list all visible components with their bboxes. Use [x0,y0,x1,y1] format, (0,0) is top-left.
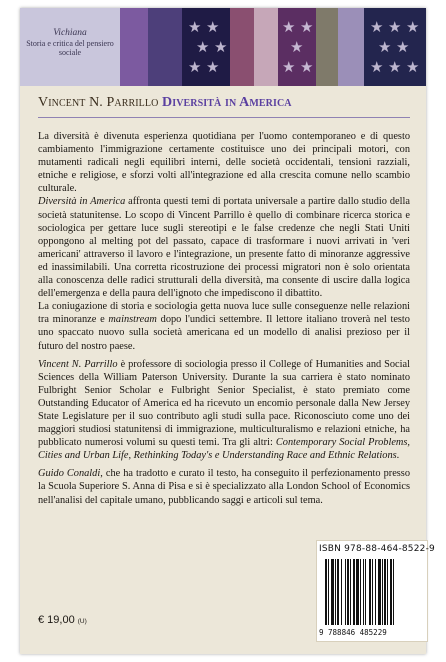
paragraph-conclusion-text-b: dopo l'undici settembre. Il lettore italiano troverà nel testo uno spaccato nuovo sulla società americana ed un modello di analisi prezioso per il futuro del nostro paese. [38,314,410,352]
paragraph-intro: La diversità è divenuta esperienza quotidiana per l'uomo contemporaneo e di questo cambiamento l'immigrazione certamente costituisce uno dei principali motori, con mutamenti radicali negli equilibri interni, delle società occidentali, tensioni razziali, etniche e religiose, e sforzi volti all'integrazione ed alla crescita comune nello scambio culturale. [38,131,410,195]
barcode-bar [378,559,381,625]
barcode-bar [375,559,376,625]
barcode-bar [390,559,392,625]
barcode-bar [382,559,383,625]
svg-text:★: ★ [300,18,314,36]
book-header [38,95,418,111]
svg-text:★: ★ [396,38,410,56]
barcode-bar [363,559,364,625]
bio-books: Contemporary Social Problems, Cities and Urban Life, Rethinking Today's e Understanding Race and Ethnic Relations [38,437,410,462]
barcode-bar [337,559,339,625]
svg-text:★: ★ [406,18,420,36]
header-divider [38,117,410,118]
svg-text:★: ★ [370,58,384,76]
barcode-bar [328,559,329,625]
barcode-bar [356,559,359,625]
svg-text:★: ★ [188,18,202,36]
paragraph-scope [38,195,410,300]
paragraph-author-bio [38,358,410,463]
barcode-bar [360,559,361,625]
price [38,614,87,626]
barcode-bar [393,559,394,625]
paragraph-conclusion-text-a: La coniugazione di storia e sociologia getta nuova luce sulle conseguenze nelle relazioni tra minoranze e [38,301,410,326]
author-name: Vincent N. Parrillo [38,95,159,110]
inline-title: Diversità in America [38,196,126,208]
series-name: Vichiana [53,28,87,38]
bio-text: è professore di sociologia presso il College of Humanities and Social Sciences della William Paterson University. Durante la sua carriera è stato nominato Fulbright Senior Scholar e Fulbright Senior Specialist, è stato premiato come Outstanding Educator of America ed ha ricevuto un encomio personale dalla New Jersey State Legislature per il suo contributo agli studi sulla pace. Riconosciuto come uno dei maggiori studiosi statunitensi di immigrazione, multiculturalismo e relazioni etniche, ha pubblicato numerosi volumi su questi temi. Tra gli altri: [38,358,410,449]
paragraph-translator [38,467,410,506]
barcode-bar [365,559,366,625]
svg-text:★: ★ [214,38,228,56]
barcode-bar [325,559,327,625]
svg-text:★: ★ [196,38,210,56]
svg-text:★: ★ [282,18,296,36]
svg-text:★: ★ [300,58,314,76]
series-box [20,8,120,86]
barcode-bar [353,559,355,625]
price-code: (U) [77,618,87,625]
barcode-number: 9 788846 485229 [319,628,387,637]
series-subtitle: Storia e critica del pensiero sociale [26,39,114,57]
stars-pattern [120,8,426,86]
barcode [323,559,421,625]
paragraph-conclusion [38,300,410,352]
price-amount: € 19,00 [38,614,75,626]
translator-text: , che ha tradotto e curato il testo, ha conseguito il perfezionamento presso la Scuola Superiore S. Anna di Pisa e si è specializzato alla London School of Economics nell'analisi del capitale umano, pubblicando saggi e articoli sul tema. [38,468,411,506]
svg-text:★: ★ [282,58,296,76]
svg-text:★: ★ [206,18,220,36]
paragraph-scope-text: affronta questi temi di portata universale a partire dallo studio della società statunitense. Lo scopo di Vincent Parrillo è quello di combinare ricerca storica e sociologica per gettare luce sugli stereotipi e le false credenze che negli Stati Uniti oppongono al melting pot del passato, capace di trasformare i nuovi arrivati in 'veri americani' attraverso il lavoro e l'integrazione, un presente fatto di minoranze aggressive ed inassimilabili. Una corretta ricostruzione dei processi migratori non è solo orientata alla conoscenza delle radici strutturali della diversità, ma consente di uscire dalla logica dell'emergenza e della paura dell'ignoto che impediscono il dibattito. [38,196,410,300]
svg-text:★: ★ [388,58,402,76]
isbn-label: ISBN 978-88-464-8522-9 [319,544,435,554]
isbn-box [316,540,435,642]
barcode-bar [335,559,336,625]
book-title: Diversità in America [162,95,292,110]
barcode-bar [384,559,386,625]
svg-text:★: ★ [388,18,402,36]
svg-text:★: ★ [378,38,392,56]
barcode-bar [372,559,373,625]
inline-term: mainstream [108,314,157,326]
svg-text:★: ★ [206,58,220,76]
bio-author-name: Vincent N. Parrillo [38,358,118,370]
barcode-bar [369,559,371,625]
blurb-text [38,130,410,507]
barcode-bar [387,559,388,625]
svg-text:★: ★ [188,58,202,76]
barcode-bar [331,559,334,625]
barcode-bar [345,559,346,625]
barcode-bar [341,559,342,625]
svg-text:★: ★ [370,18,384,36]
bio-end: . [396,450,400,462]
translator-name: Guido Conaldi [38,468,101,480]
svg-text:★: ★ [406,58,420,76]
svg-text:★: ★ [290,38,304,56]
barcode-bar [350,559,351,625]
barcode-bar [347,559,349,625]
